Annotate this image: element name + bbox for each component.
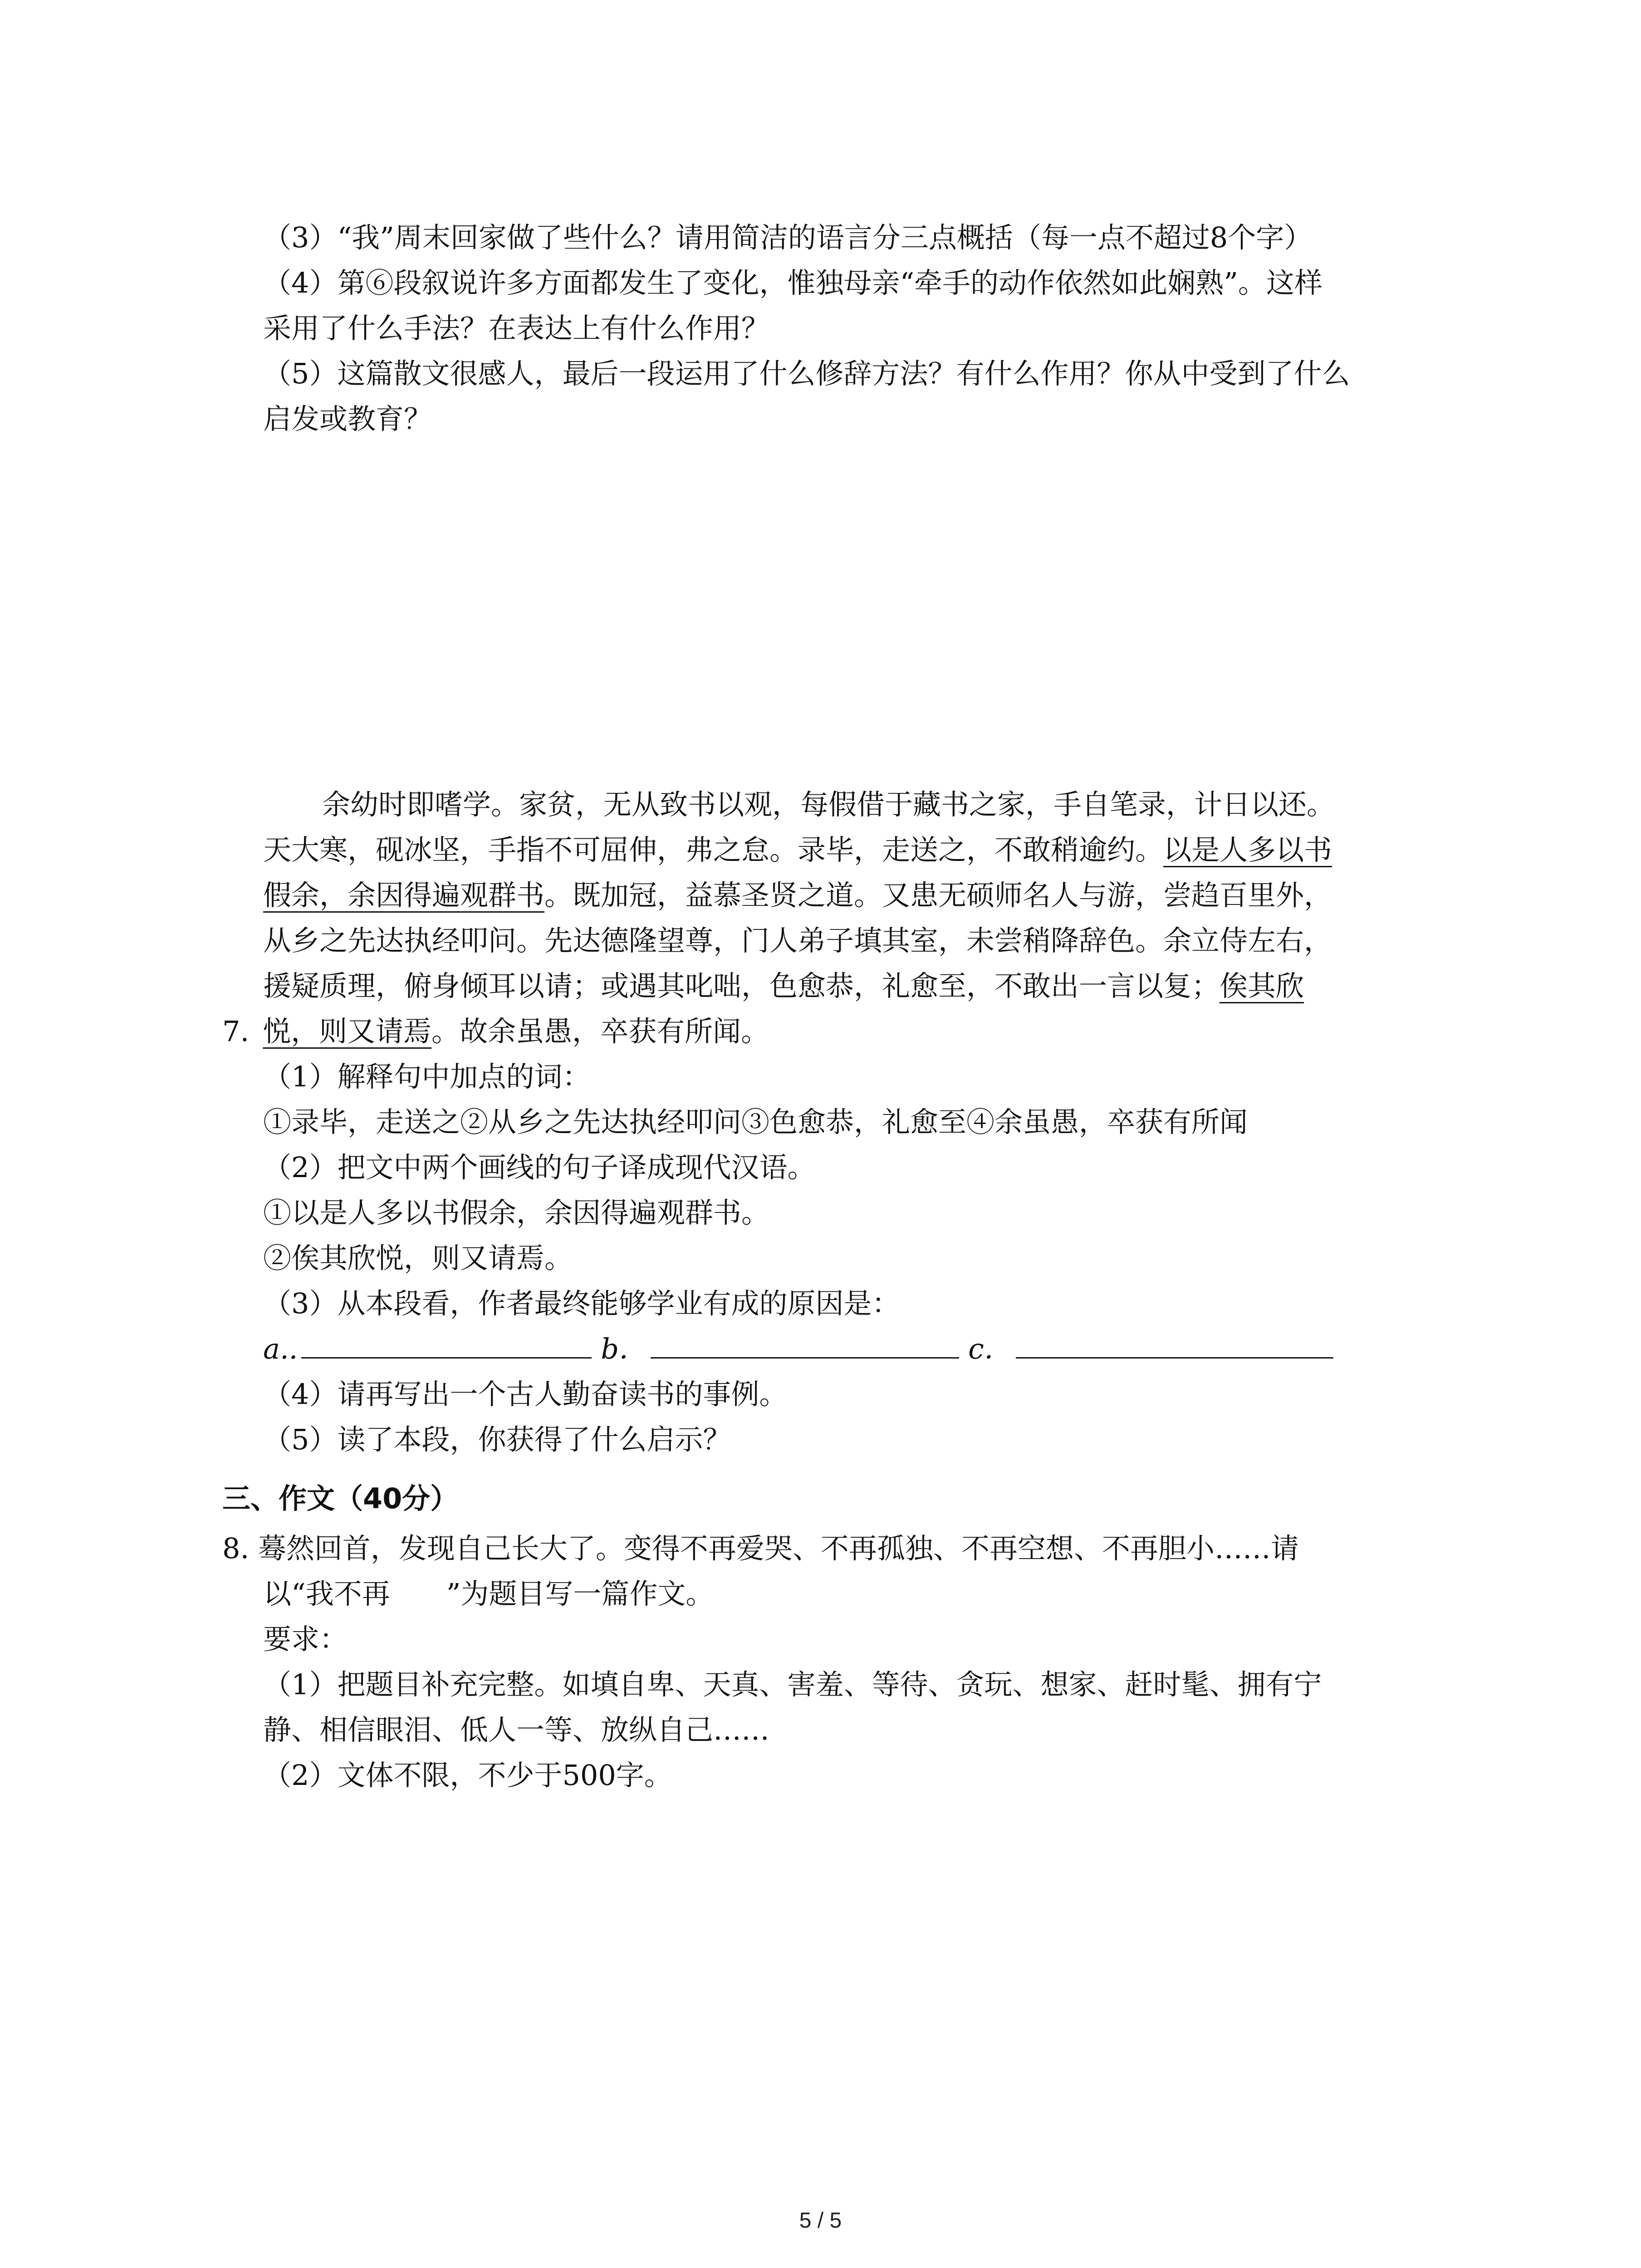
blank-label-c: c． — [968, 1332, 1012, 1365]
answer-blank-c[interactable] — [1016, 1332, 1333, 1359]
q7-sub2-a: ①以是人多以书假余，余因得遍观群书。 — [263, 1196, 770, 1229]
q7-passage-line2 — [263, 832, 1332, 868]
q7-sub2-b: ②俟其欣悦，则又请焉。 — [263, 1242, 573, 1275]
q7-passage-line6 — [222, 1013, 769, 1050]
question-number: 7. — [222, 1015, 250, 1048]
q8-requirements-label: 要求： — [263, 1623, 348, 1656]
q8-req1-line1: （1）把题目补充完整。如填自卑、天真、害羞、等待、贪玩、想家、赶时髦、拥有宁 — [263, 1668, 1322, 1701]
q7-sub5: （5）读了本段，你获得了什么启示？ — [263, 1423, 731, 1456]
page-number: 5 / 5 — [799, 2209, 842, 2233]
q7-sub3: （3）从本段看，作者最终能够学业有成的原因是： — [263, 1287, 900, 1320]
q7-sub1-items: ①录毕，走送之②从乡之先达执经叩问③色愈恭，礼愈至④余虽愚，卒获有所闻 — [263, 1105, 1248, 1139]
passage-text: 援疑质理，俯身倾耳以请；或遇其叱咄，色愈恭，礼愈至，不敢出一言以复； — [263, 969, 1220, 1002]
q7-sub3-blanks — [263, 1331, 1342, 1367]
passage-text: 。既加冠，益慕圣贤之道。又患无硕师名人与游，尝趋百里外， — [544, 879, 1332, 912]
q7-passage-line5 — [263, 968, 1304, 1004]
answer-blank-a[interactable] — [301, 1332, 592, 1359]
q6-sub4-line1: （4）第⑥段叙说许多方面都发生了变化，惟独母亲“牵手的动作依然如此娴熟”。这样 — [263, 266, 1323, 299]
q7-sub2: （2）把文中两个画线的句子译成现代汉语。 — [263, 1151, 816, 1184]
q8-req1-line2: 静、相信眼泪、低人一等、放纵自己…… — [263, 1713, 770, 1746]
q7-sub4: （4）请再写出一个古人勤奋读书的事例。 — [263, 1378, 788, 1411]
q6-sub3: （3）“我”周末回家做了些什么？请用简洁的语言分三点概括（每一点不超过8个字） — [263, 221, 1313, 254]
q8-req2: （2）文体不限，不少于500字。 — [263, 1759, 672, 1792]
answer-blank-b[interactable] — [651, 1332, 959, 1359]
q6-sub4-line2: 采用了什么手法？在表达上有什么作用？ — [263, 312, 770, 345]
passage-text: 天大寒，砚冰坚，手指不可屈伸，弗之怠。录毕，走送之，不敢稍逾约。 — [263, 833, 1164, 866]
blank-label-a: a.. — [263, 1332, 298, 1365]
blank-label-b: b． — [601, 1332, 647, 1365]
underlined-sentence-2a: 俟其欣 — [1220, 969, 1304, 1002]
passage-text: 。故余虽愚，卒获有所闻。 — [431, 1015, 769, 1048]
q7-passage-line1: 余幼时即嗜学。家贫，无从致书以观，每假借于藏书之家，手自笔录，计日以还。 — [322, 788, 1335, 821]
q6-sub5-line2: 启发或教育？ — [263, 402, 432, 435]
underlined-sentence-1b: 假余，余因得遍观群书 — [263, 879, 545, 912]
q8-line1: 8. 蓦然回首，发现自己长大了。变得不再爱哭、不再孤独、不再空想、不再胆小……请 — [222, 1532, 1299, 1565]
q7-sub1: （1）解释句中加点的词： — [263, 1060, 591, 1093]
underlined-sentence-2b: 悦，则又请焉 — [263, 1015, 432, 1048]
q7-passage-line4: 从乡之先达执经叩问。先达德隆望尊，门人弟子填其室，未尝稍降辞色。余立侍左右， — [263, 924, 1332, 957]
section-heading-composition: 三、作文（40分） — [222, 1482, 459, 1515]
underlined-sentence-1a: 以是人多以书 — [1163, 833, 1332, 866]
q6-sub5-line1: （5）这篇散文很感人，最后一段运用了什么修辞方法？有什么作用？你从中受到了什么 — [263, 357, 1350, 390]
q7-passage-line3 — [263, 877, 1332, 914]
q8-line2: 以“我不再 ”为题目写一篇作文。 — [263, 1577, 714, 1610]
